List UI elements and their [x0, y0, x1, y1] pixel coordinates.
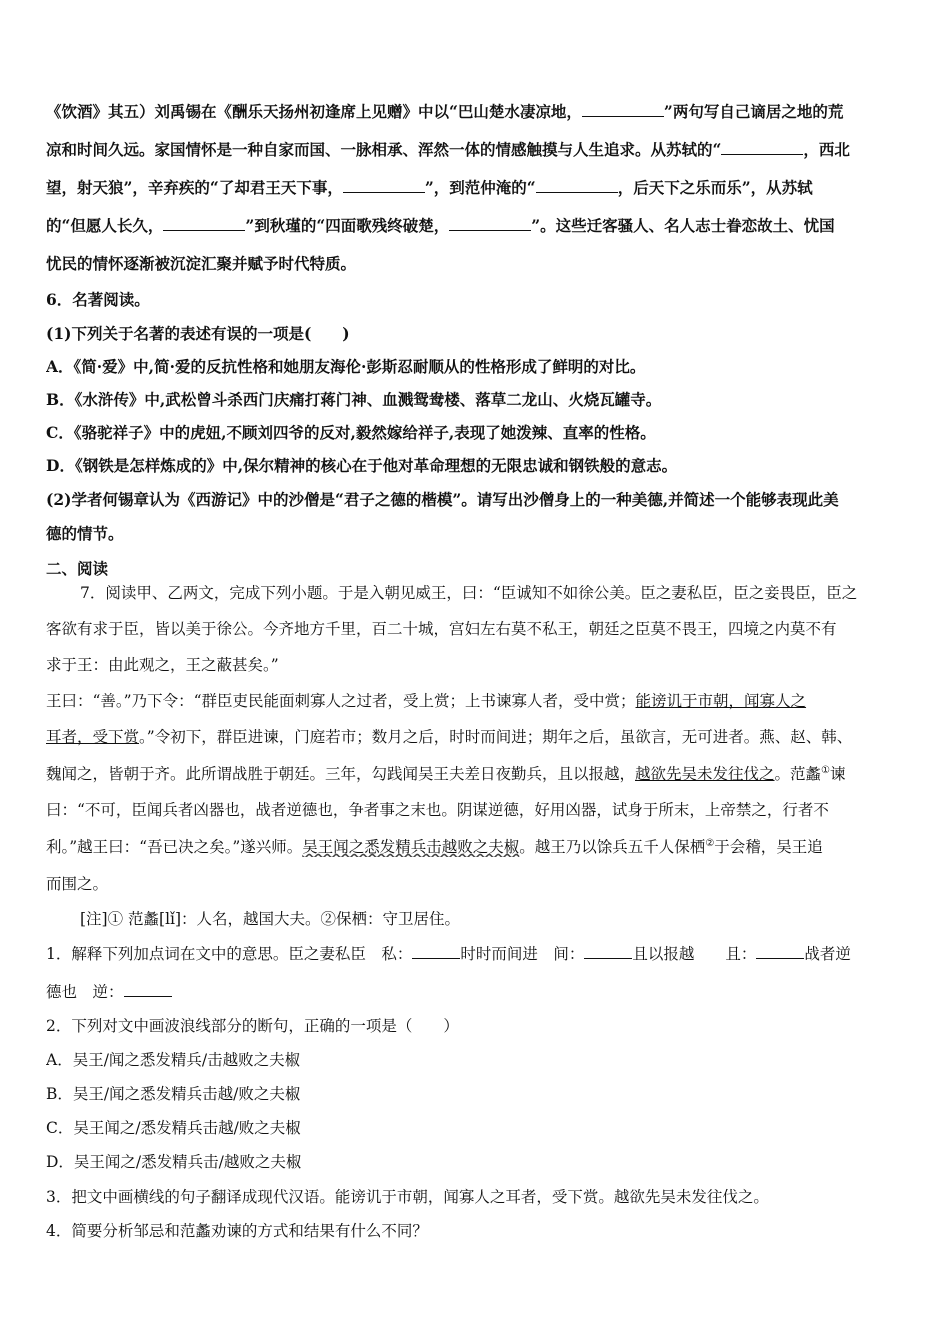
passage-p2-line1 — [46, 689, 910, 711]
text: 《饮酒》其五）刘禹锡在《酬乐天扬州初逢席上见赠》中以“巴山楚水凄凉地， — [46, 102, 582, 121]
q6-option-a[interactable]: A．《简·爱》中,简·爱的反抗性格和她朋友海伦·彭斯忍耐顺从的性格形成了鲜明的对比。 — [46, 357, 646, 376]
text: 的“但愿人长久， — [46, 216, 164, 235]
question-2-option-a[interactable]: A．吴王/闻之悉发精兵/击越败之夫椒 — [46, 1051, 301, 1069]
text: ”，到范仲淹的“ — [424, 178, 536, 197]
underlined-sentence: 能谤讥于市朝，闻寡人之 — [635, 692, 807, 710]
text: 且以报越 且： — [632, 945, 757, 963]
passage-p1-line3: 求于王：由此观之，王之蔽甚矣。” — [46, 656, 279, 674]
passage-p2-line4: 曰：“不可，臣闻兵者凶器也，战者逆德也，争者事之末也。阴谋逆德，好用凶器，试身于所末，上帝禁之，行者不 — [46, 801, 829, 819]
text: 魏闻之，皆朝于齐。此所谓战胜于朝廷。三年，勾践闻吴王夫差日夜勤兵，且以报越， — [46, 765, 636, 783]
poem-line-2 — [46, 138, 910, 160]
q6-option-d[interactable]: D．《钢铁是怎样炼成的》中,保尔精神的核心在于他对革命理想的无限忠诚和钢铁般的意志。 — [46, 456, 678, 475]
question-2: 2．下列对文中画波浪线部分的断句，正确的一项是（ ） — [46, 1017, 459, 1035]
answer-blank[interactable] — [582, 101, 664, 118]
text: 。越王乃以馀兵五千人保栖 — [519, 838, 706, 856]
poem-line-5: 忧民的情怀逐渐被沉淀汇聚并赋予时代特质。 — [46, 254, 357, 273]
q6-sub2-line1: (2)学者何锡章认为《西游记》中的沙僧是“君子之德的楷模”。请写出沙僧身上的一种美德,并简述一个能够表现此美 — [46, 490, 839, 509]
text: 战者逆 — [804, 945, 851, 963]
underlined-sentence: 越欲先吴未发往伐之 — [635, 765, 775, 783]
question-2-option-b[interactable]: B．吴王/闻之悉发精兵击越/败之夫椒 — [46, 1085, 301, 1103]
answer-blank[interactable] — [163, 215, 245, 232]
q6-sub2-line2: 德的情节。 — [46, 524, 124, 543]
passage-p2-line5 — [46, 835, 910, 857]
q6-sub1: (1)下列关于名著的表述有误的一项是( ) — [46, 324, 350, 343]
underlined-sentence: 耳者，受下赏 — [46, 728, 140, 746]
text: ”两句写自己谪居之地的荒 — [663, 102, 844, 121]
passage-note: [注]① 范蠡[lǐ]：人名，越国大夫。②保栖：守卫居住。 — [80, 910, 461, 928]
question-2-option-c[interactable]: C．吴王闻之/悉发精兵击越/败之夫椒 — [46, 1119, 301, 1137]
text: 。范蠡 — [774, 765, 822, 783]
text: ，西北 — [803, 140, 850, 159]
answer-blank[interactable] — [536, 177, 618, 194]
text: 利。”越王曰：“吾已决之矣。”遂兴师。 — [46, 838, 303, 856]
section-heading: 二、阅读 — [46, 559, 109, 578]
text: 时时而间进 间： — [460, 945, 585, 963]
poem-line-4 — [46, 214, 910, 236]
q6-title: 6．名著阅读。 — [46, 290, 150, 309]
question-4: 4．简要分析邹忌和范蠡劝谏的方式和结果有什么不同？ — [46, 1222, 428, 1240]
answer-blank[interactable] — [584, 943, 632, 960]
q6-option-c[interactable]: C．《骆驼祥子》中的虎妞,不顾刘四爷的反对,毅然嫁给祥子,表现了她泼辣、直率的性格。 — [46, 423, 656, 442]
question-2-option-d[interactable]: D．吴王闻之/悉发精兵击/越败之夫椒 — [46, 1153, 302, 1171]
passage-p1-line2: 客欲有求于臣，皆以美于徐公。今齐地方千里，百二十城，宫妇左右莫不私王，朝廷之臣莫不畏王，四境之内莫不有 — [46, 620, 837, 638]
answer-blank[interactable] — [449, 215, 531, 232]
text: 德也 逆： — [46, 983, 124, 1001]
text: ”。这些迁客骚人、名人志士眷恋故土、忧国 — [531, 216, 835, 235]
text: 。”令初下，群臣进谏，门庭若市；数月之后，时时而间进；期年之后，虽欲言，无可进者。燕、赵、韩、 — [139, 728, 853, 746]
answer-blank[interactable] — [124, 981, 172, 998]
text: 于会稽，吴王追 — [714, 838, 823, 856]
answer-blank[interactable] — [721, 139, 803, 156]
poem-line-3 — [46, 176, 910, 198]
text: 1．解释下列加点词在文中的意思。臣之妻私臣 私： — [46, 945, 413, 963]
text: 王曰：“善。”乃下令：“群臣吏民能面刺寡人之过者，受上赏；上书谏寡人者，受中赏； — [46, 692, 636, 710]
text: 谏 — [830, 765, 846, 783]
text: ”到秋瑾的“四面歌残终破楚， — [245, 216, 450, 235]
question-1-line2 — [46, 980, 910, 1002]
passage-p2-line6: 而围之。 — [46, 875, 109, 893]
wavy-underlined-sentence: 吴王闻之悉发精兵击越败之夫椒 — [302, 838, 520, 856]
answer-blank[interactable] — [412, 943, 460, 960]
footnote-marker: ② — [705, 837, 715, 849]
text: 凉和时间久远。家国情怀是一种自家而国、一脉相承、浑然一体的情感触摸与人生追求。从苏轼的“ — [46, 140, 722, 159]
passage-p2-line2 — [46, 725, 910, 747]
answer-blank[interactable] — [343, 177, 425, 194]
text: 望，射天狼”，辛弃疾的“了却君王天下事， — [46, 178, 343, 197]
q6-option-b[interactable]: B．《水浒传》中,武松曾斗杀西门庆痛打蒋门神、血溅鸳鸯楼、落草二龙山、火烧瓦罐寺。 — [46, 390, 662, 409]
poem-line-1 — [46, 100, 910, 122]
question-3: 3．把文中画横线的句子翻译成现代汉语。能谤讥于市朝，闻寡人之耳者，受下赏。越欲先吴未发往伐之。 — [46, 1188, 769, 1206]
question-1-line1 — [46, 942, 910, 964]
footnote-marker: ① — [821, 764, 831, 776]
answer-blank[interactable] — [756, 943, 804, 960]
passage-p2-line3 — [46, 762, 910, 784]
passage-p1-line1: 7．阅读甲、乙两文，完成下列小题。于是入朝见威王，曰：“臣诚知不如徐公美。臣之妻私臣，臣之妾畏臣，臣之 — [80, 584, 858, 602]
text: ，后天下之乐而乐”，从苏轼 — [617, 178, 813, 197]
